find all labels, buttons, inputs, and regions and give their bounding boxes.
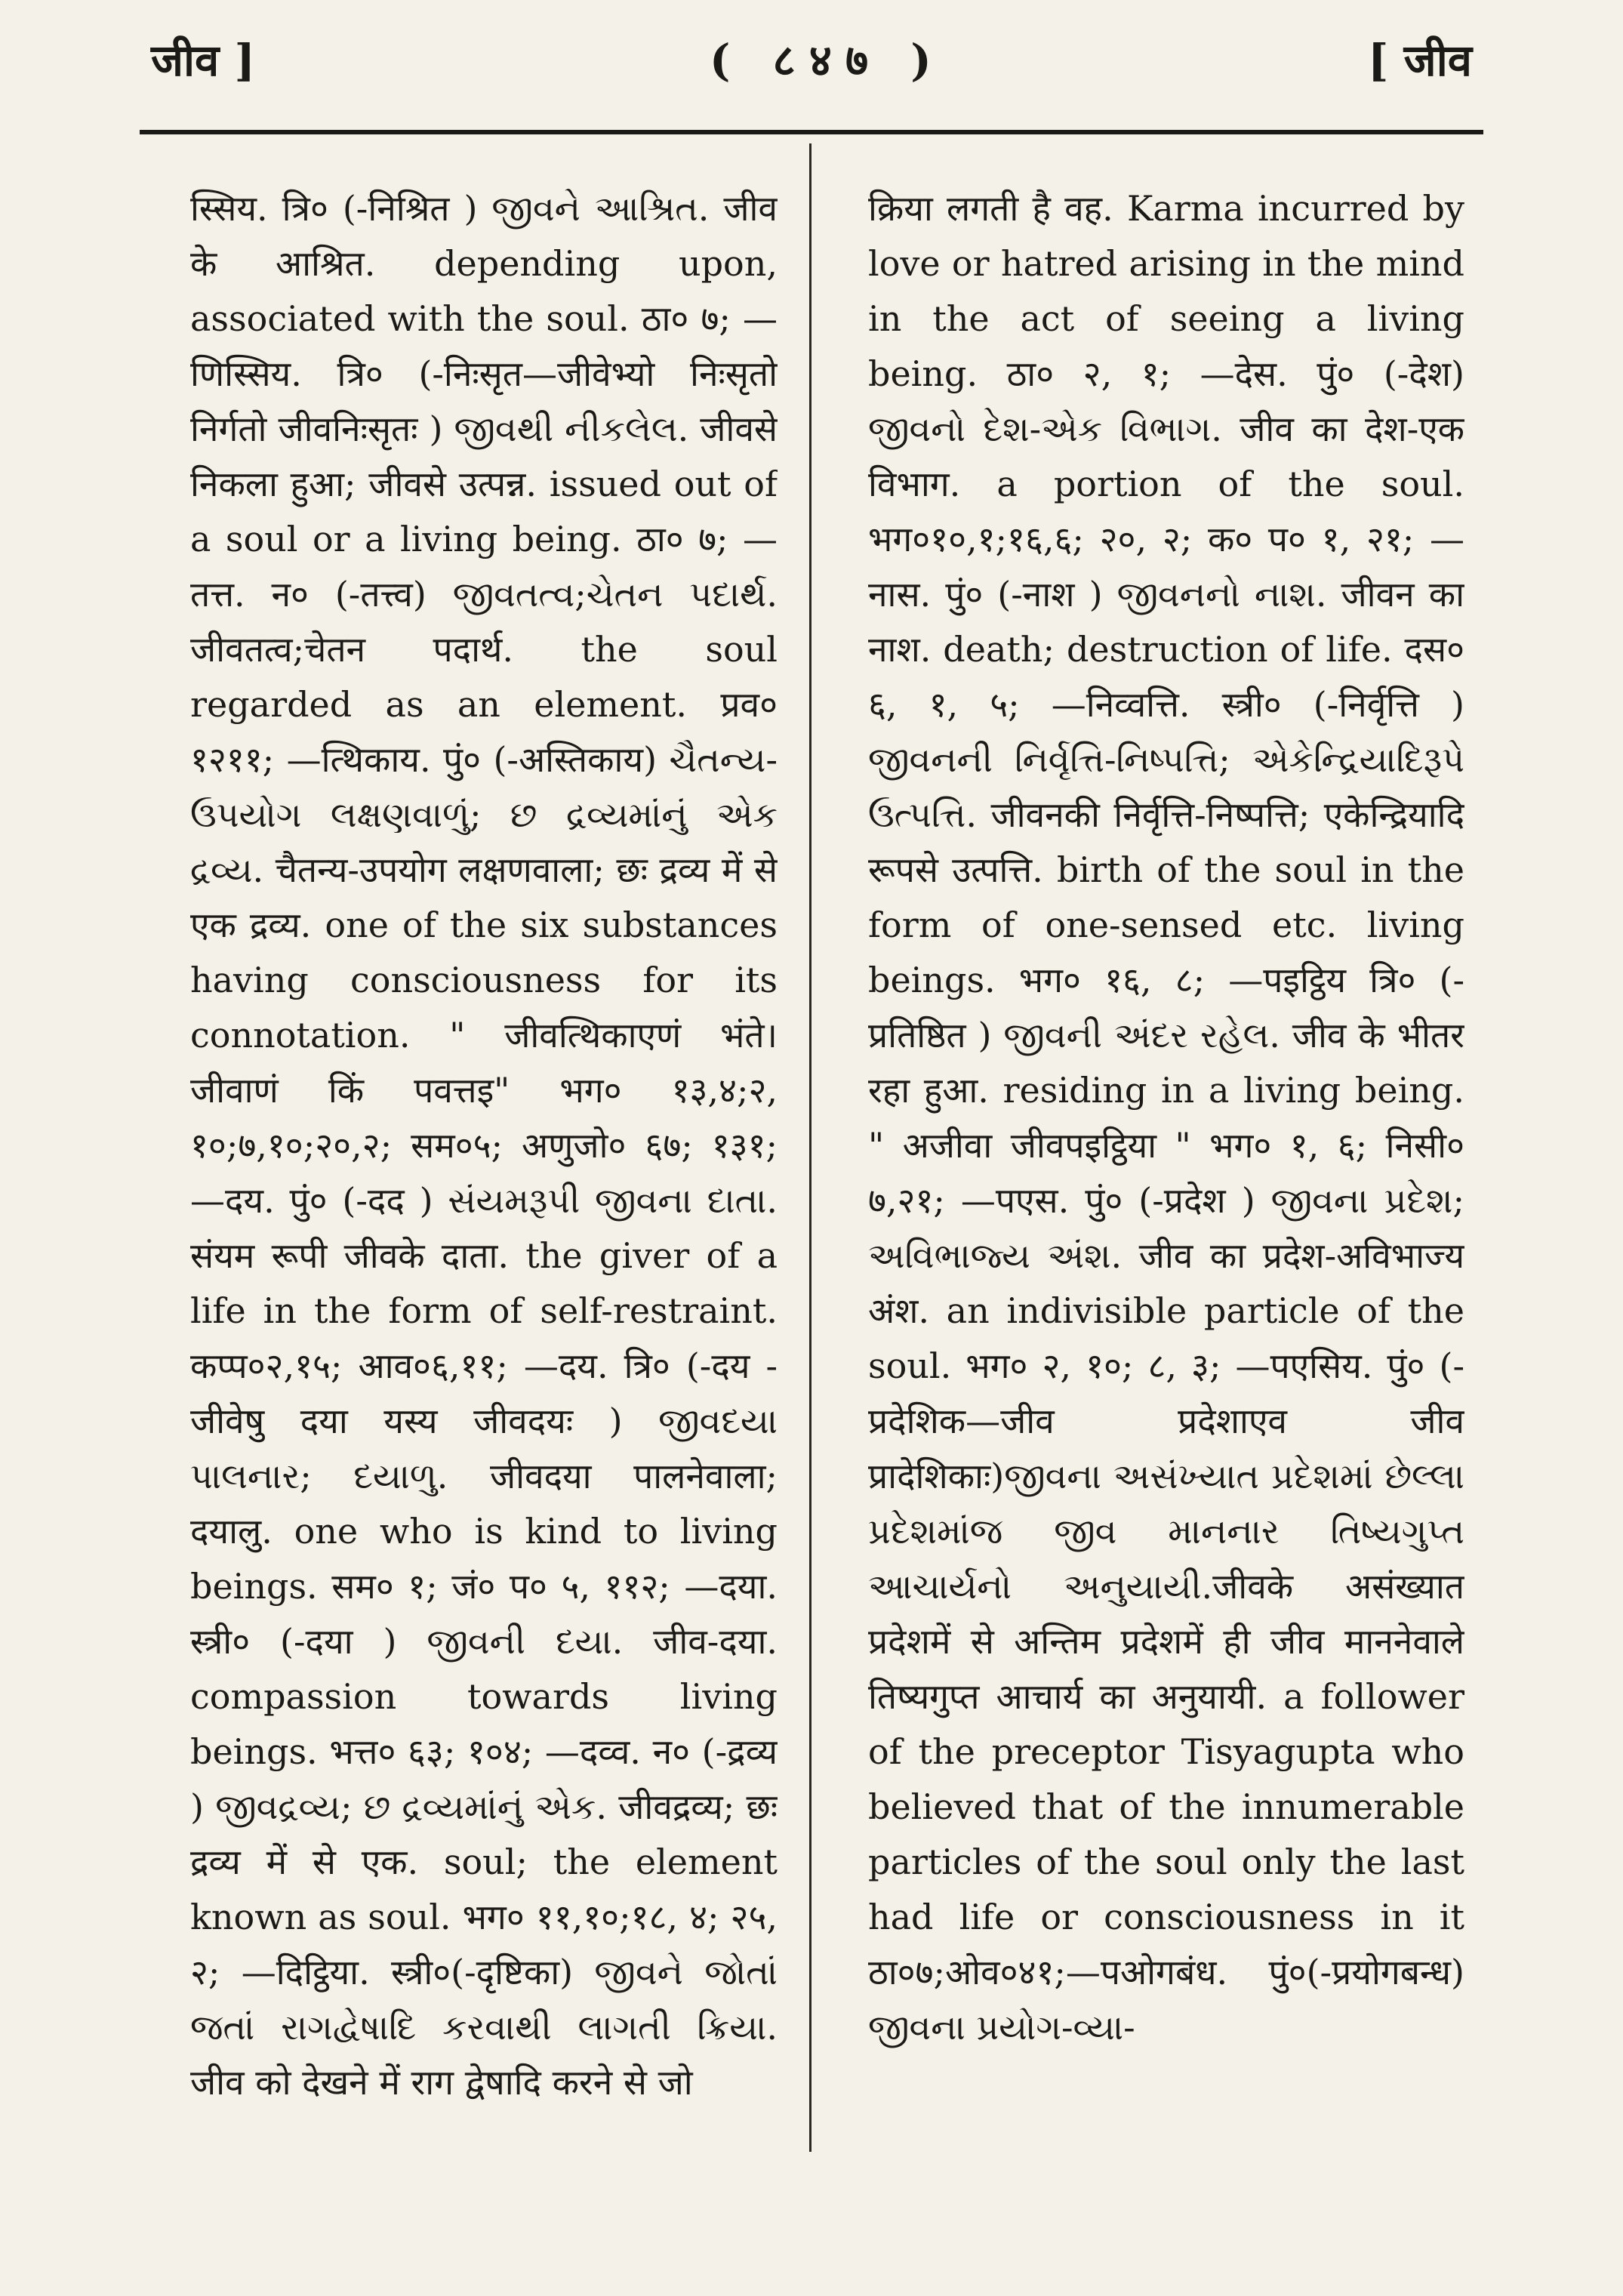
- right-column: [868, 181, 1464, 2174]
- running-head-right: [ जीव: [1368, 35, 1472, 86]
- left-column: [190, 181, 778, 2174]
- column-divider: [809, 143, 812, 2152]
- header-rule: [140, 130, 1483, 134]
- page-number: ( ८४७ ): [710, 35, 945, 86]
- left-column-text: स्सिय. त्रि० (-निश्रित ) જીવને આશ્રિત. जीव के आश्रित. depending upon, associated with the soul. ठा० ७; —णिस्सिय. त्रि० (-निःसृत—जीवेभ्यो निःसृतो निर्गतो जीवनिःसृतः ) જીવથી નીકલેલ. जीवसे निकला हुआ; जीवसे उत्पन्न. issued out of a soul or a living being. ठा० ७; —तत्त. न० (-तत्त्व) જીવતત્વ;ચેતન પદાર્થ. जीवतत्व;चेतन पदार्थ. the soul regarded as an element. प्रव० १२११; —त्थिकाय. पुं० (-अस्तिकाय) ચૈતન્ય-ઉપયોગ લક્ષણવાળું; છ દ્રવ્યમાંનું એક દ્રવ્ય. चैतन्य-उपयोग लक्षणवाला; छः द्रव्य में से एक द्रव्य. one of the six substances having consciousness for its connotation. " जीवत्थिकाएणं भंते। जीवाणं किं पवत्तइ" भग० १३,४;२, १०;७,१०;२०,२; सम०५; अणुजो० ६७; १३१; —दय. पुं० (-दद ) સંયમરૂપી જીવના દાતા. संयम रूपी जीवके दाता. the giver of a life in the form of self-restraint. कप्प०२,१५; आव०६,११; —दय. त्रि० (-दय - जीवेषु दया यस्य जीवदयः ) જીવદયા પાલનાર; દયાળુ. जीवदया पालनेवाला; दयालु. one who is kind to living beings. सम० १; जं० प० ५, ११२; —दया. स्त्री० (-दया ) જીવની દયા. जीव-दया. compassion towards living beings. भत्त० ६३; १०४; —दव्व. न० (-द्रव्य ) જીવદ્રવ્ય; છ દ્રવ્યમાંનું એક. जीवद्रव्य; छः द्रव्य में से एक. soul; the element known as soul. भग० ११,१०;१८, ४; २५, २; —दिट्ठिया. स्त्री०(-दृष्टिका) જીવને જોતાં જતાં રાગદ્વેષાદિ કરવાથી લાગતી ક્રિયા. जीव को देखने में राग द्वेषादि करने से जो: [190, 188, 778, 2103]
- right-column-text: क्रिया लगती है वह. Karma incurred by love or hatred arising in the mind in the act of seeing a living being. ठा० २, १; —देस. पुं० (-देश) જીવનો દેશ-એક વિભાગ. जीव का देश-एक विभाग. a portion of the soul. भग०१०,१;१६,६; २०, २; क० प० १, २१; —नास. पुं० (-नाश ) જીવનનો નાશ. जीवन का नाश. death; destruction of life. दस० ६, १, ५; —निव्वत्ति. स्त्री० (-निर्वृत्ति ) જીવનની નિર્વૃત્તિ-નિષ્પત્તિ; એકેન્દ્રિયાદિરૂપે ઉત્પત્તિ. जीवनकी निर्वृत्ति-निष्पत्ति; एकेन्द्रियादि रूपसे उत्पत्ति. birth of the soul in the form of one-sensed etc. living beings. भग० १६, ८; —पइट्ठिय त्रि० (-प्रतिष्ठित ) જીવની અંદર રહેલ. जीव के भीतर रहा हुआ. residing in a living being. " अजीवा जीवपइट्ठिया " भग० १, ६; निसी० ७,२१; —पएस. पुं० (-प्रदेश ) જીવના પ્રદેશ; અવિભાજ્ય અંશ. जीव का प्रदेश-अविभाज्य अंश. an indivisible particle of the soul. भग० २, १०; ८, ३; —पएसिय. पुं० (-प्रदेशिक—जीव प्रदेशाएव जीव प्रादेशिकाः)જીવના અસંખ્યાત પ્રદેશમાં છેલ્લા પ્રદેશમાંજ જીવ માનનાર તિષ્યગુપ્ત આચાર્યનો અનુયાયી.जीवके असंख्यात प्रदेशमें से अन्तिम प्रदेशमें ही जीव माननेवाले तिष्यगुप्त आचार्य का अनुयायी. a follower of the preceptor Tisyagupta who believed that of the innumerable particles of the soul only the last had life or consciousness in it ठा०७;ओव०४१;—पओगबंध. पुं०(-प्रयोगबन्ध) જીવના પ્રયોગ-વ્યા-: [868, 188, 1464, 2048]
- running-head-left: जीव ]: [151, 35, 255, 86]
